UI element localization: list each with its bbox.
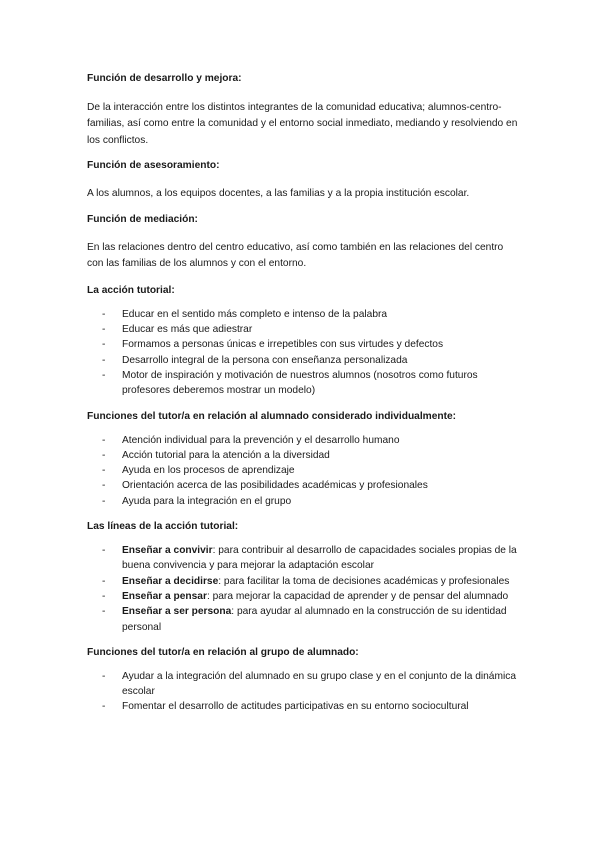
list-item: - Educar en el sentido más completo e intenso de la palabra <box>102 308 388 320</box>
list-item: - Ayuda para la integración en el grupo <box>102 495 292 507</box>
paragraph-desarrollo: De la interacción entre los distintos integrantes de la comunidad educativa; alumnos-centro-familias, así como entre la comunidad y el entorno social inmediato, mediando y resolviendo en los conflictos. <box>87 102 518 146</box>
list-item: - Orientación acerca de las posibilidades académicas y profesionales <box>102 480 428 492</box>
paragraph-asesoramiento: A los alumnos, a los equipos docentes, a las familias y a la propia institución escolar. <box>87 187 470 199</box>
list-item: - Ayudar a la integración del alumnado en su grupo clase y en el conjunto de la dinámica escolar <box>102 670 516 698</box>
list-lineas-accion <box>87 543 520 635</box>
heading-funciones-individual: Funciones del tutor/a en relación al alumnado considerado individualmente: <box>87 410 457 422</box>
list-item: - Enseñar a convivir: para contribuir al desarrollo de capacidades sociales propias de la buena convivencia y para mejorar la adaptación escolar <box>102 545 517 572</box>
list-item: - Desarrollo integral de la persona con enseñanza personalizada <box>102 354 408 366</box>
heading-mediacion: Función de mediación: <box>87 214 198 226</box>
list-item: - Enseñar a ser persona: para ayudar al alumnado en la construcción de su identidad personal <box>102 606 507 633</box>
heading-accion-tutorial: La acción tutorial: <box>87 284 175 296</box>
list-item: - Ayuda en los procesos de aprendizaje <box>102 465 295 477</box>
list-item: - Enseñar a pensar: para mejorar la capacidad de aprender y de pensar del alumnado <box>102 590 509 602</box>
list-item: - Motor de inspiración y motivación de nuestros alumnos (nosotros como futuros profesores deberemos mostrar un modelo) <box>102 369 478 397</box>
paragraph-mediacion: En las relaciones dentro del centro educativo, así como también en las relaciones del centro con las familias de los alumnos y con el entorno. <box>87 242 504 270</box>
list-item: - Fomentar el desarrollo de actitudes participativas en su entorno sociocultural <box>102 701 469 713</box>
list-item: - Enseñar a decidirse: para facilitar la toma de decisiones académicas y profesionales <box>102 575 510 587</box>
list-accion-tutorial <box>87 307 520 399</box>
list-item: - Acción tutorial para la atención a la diversidad <box>102 449 330 461</box>
heading-asesoramiento: Función de asesoramiento: <box>87 159 220 171</box>
list-funciones-individual <box>87 433 520 509</box>
list-funciones-grupo <box>87 669 520 715</box>
heading-funciones-grupo: Funciones del tutor/a en relación al grupo de alumnado: <box>87 646 359 658</box>
heading-desarrollo: Función de desarrollo y mejora: <box>87 73 242 84</box>
list-item: - Formamos a personas únicas e irrepetibles con sus virtudes y defectos <box>102 339 444 351</box>
list-item: - Atención individual para la prevención y el desarrollo humano <box>102 434 400 446</box>
heading-lineas-accion: Las líneas de la acción tutorial: <box>87 521 239 533</box>
list-item: - Educar es más que adiestrar <box>102 324 253 336</box>
